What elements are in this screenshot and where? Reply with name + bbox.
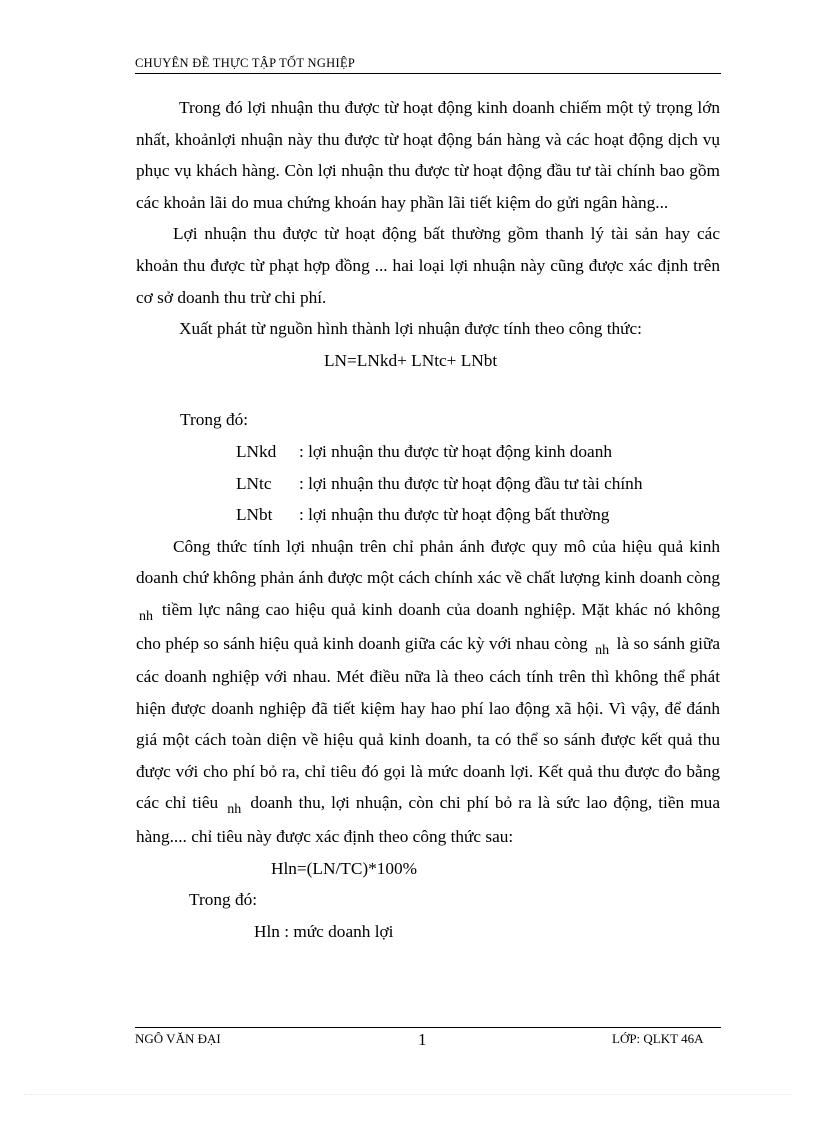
page-edge-dots xyxy=(24,1094,792,1095)
footer-divider xyxy=(135,1027,721,1028)
paragraph-4-text: doanh thu, lợi nhuận, còn chi phí bỏ ra là sức lao động, tiền mua hàng.... chỉ tiêu này được xác định theo công thức sau: xyxy=(136,793,720,847)
definition-hln: Hln : mức doanh lợi xyxy=(254,921,394,941)
footer-class: LỚP: QLKT 46A xyxy=(612,1031,704,1046)
document-body xyxy=(136,92,720,947)
spacer xyxy=(136,376,720,404)
nh-fragment: nh xyxy=(227,802,242,818)
definition-desc: : lợi nhuận thu được từ hoạt động kinh doanh xyxy=(299,441,612,461)
formula-profit: LN=LNkd+ LNtc+ LNbt xyxy=(324,350,498,370)
paragraph-4-text: Công thức tính lợi nhuận trên chỉ phản ánh được quy mô của hiệu quả kinh doanh chứ không phản ánh được một cách chính xác về chất lượng kinh doanh còng xyxy=(136,536,720,588)
definition-desc: : lợi nhuận thu được từ hoạt động bất thường xyxy=(299,505,610,525)
where-label-2: Trong đó: xyxy=(189,890,258,910)
definition-term: LNbt xyxy=(236,505,273,525)
page-number: 1 xyxy=(418,1030,427,1049)
paragraph-2: Lợi nhuận thu được từ hoạt động bất thường gồm thanh lý tài sản hay các khoản thu được từ phạt hợp đồng ... hai loại lợi nhuận này cũng được xác định trên cơ sở doanh thu trừ chi phí. xyxy=(136,224,720,307)
definition-row xyxy=(136,499,720,531)
nh-fragment: nh xyxy=(139,608,153,624)
page-header: CHUYÊN ĐỀ THỰC TẬP TỐT NGHIỆP xyxy=(135,56,356,70)
definition-row xyxy=(136,468,720,500)
where-label-1: Trong đó: xyxy=(180,410,249,430)
paragraph-4 xyxy=(136,531,720,853)
nh-fragment: nh xyxy=(595,642,610,658)
formula-profitability: Hln=(LN/TC)*100% xyxy=(271,858,418,878)
paragraph-4-text: là so sánh giữa các doanh nghiệp với nhau. Mét điều nữa là theo cách tính trên thì không thể phát hiện được doanh nghiệp đã tiết kiệm hay hao phí lao động xã hội. Vì vậy, để đánh giá một cách toàn diện về hiệu quả kinh doanh, ta có thể so sánh được kết quả thu được với cho phí bỏ ra, chỉ tiêu đó gọi là mức doanh lợi. Kết quả thu được đo bằng các chỉ tiêu xyxy=(136,633,720,813)
definition-desc: : lợi nhuận thu được từ hoạt động đầu tư tài chính xyxy=(299,473,643,493)
header-divider xyxy=(135,73,721,74)
paragraph-4-text: tiềm lực nâng cao hiệu quả kinh doanh của doanh nghiệp. Mặt khác nó không cho phép so sánh hiệu quả kinh doanh giữa các kỳ với nhau còng xyxy=(136,599,720,653)
paragraph-3: Xuất phát từ nguồn hình thành lợi nhuận được tính theo công thức: xyxy=(179,319,642,339)
definition-term: LNtc xyxy=(236,473,272,493)
paragraph-1: Trong đó lợi nhuận thu được từ hoạt động kinh doanh chiếm một tỷ trọng lớn nhất, khoảnlợi nhuận này thu được từ hoạt động bán hàng và các hoạt động dịch vụ phục vụ khách hàng. Còn lợi nhuận thu được từ hoạt động đầu tư tài chính bao gồm các khoản lãi do mua chứng khoán hay phần lãi tiết kiệm do gửi ngân hàng... xyxy=(136,98,720,212)
footer-author: NGÔ VĂN ĐẠI xyxy=(135,1031,221,1046)
definition-row xyxy=(136,436,720,468)
definition-term: LNkd xyxy=(236,441,277,461)
